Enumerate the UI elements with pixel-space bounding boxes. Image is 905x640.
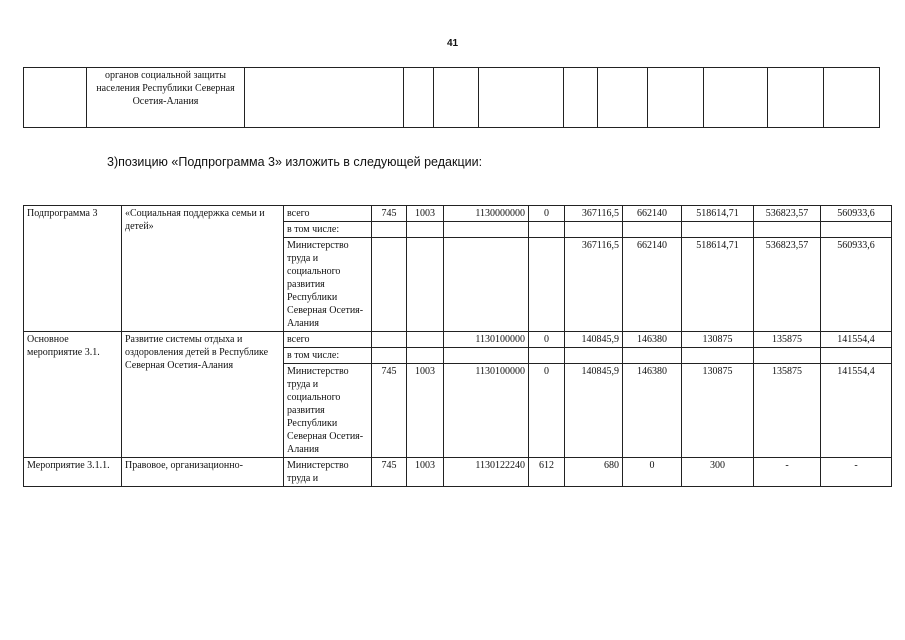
name-cell: Правовое, организационно- bbox=[122, 458, 284, 487]
v1-cell: 680 bbox=[565, 458, 623, 487]
v1-cell bbox=[565, 222, 623, 238]
status-cell: Основное мероприятие 3.1. bbox=[24, 332, 122, 458]
cell-empty bbox=[648, 68, 704, 128]
cell-empty bbox=[824, 68, 880, 128]
table-row bbox=[24, 458, 892, 487]
cell-empty bbox=[598, 68, 648, 128]
v1-cell bbox=[565, 348, 623, 364]
csr-cell bbox=[444, 222, 529, 238]
v5-cell: 560933,6 bbox=[821, 238, 892, 332]
instruction-text: 3)позицию «Подпрограмма 3» изложить в следующей редакции: bbox=[107, 155, 483, 169]
source-label-cell: всего bbox=[284, 206, 372, 222]
v3-cell: 130875 bbox=[682, 364, 754, 458]
grbs-cell: 745 bbox=[372, 458, 407, 487]
source-label-cell: в том числе: bbox=[284, 222, 372, 238]
v4-cell: 135875 bbox=[754, 364, 821, 458]
v2-cell: 662140 bbox=[623, 238, 682, 332]
csr-cell: 1130100000 bbox=[444, 332, 529, 348]
v4-cell: 536823,57 bbox=[754, 206, 821, 222]
v2-cell bbox=[623, 222, 682, 238]
vr-cell bbox=[529, 238, 565, 332]
subprogram-table bbox=[23, 205, 892, 487]
v2-cell: 662140 bbox=[623, 206, 682, 222]
v5-cell: 560933,6 bbox=[821, 206, 892, 222]
v3-cell: 518614,71 bbox=[682, 206, 754, 222]
v1-cell: 367116,5 bbox=[565, 238, 623, 332]
cell-empty bbox=[404, 68, 434, 128]
cell-empty bbox=[704, 68, 768, 128]
grbs-cell bbox=[372, 238, 407, 332]
v4-cell: - bbox=[754, 458, 821, 487]
rzpr-cell bbox=[407, 332, 444, 348]
v4-cell: 536823,57 bbox=[754, 238, 821, 332]
vr-cell bbox=[529, 222, 565, 238]
cell-empty bbox=[24, 68, 87, 128]
v4-cell: 135875 bbox=[754, 332, 821, 348]
v1-cell: 140845,9 bbox=[565, 332, 623, 348]
vr-cell: 0 bbox=[529, 206, 565, 222]
v3-cell: 300 bbox=[682, 458, 754, 487]
grbs-cell bbox=[372, 222, 407, 238]
v4-cell bbox=[754, 348, 821, 364]
v3-cell bbox=[682, 348, 754, 364]
cell-empty bbox=[564, 68, 598, 128]
v3-cell: 518614,71 bbox=[682, 238, 754, 332]
status-cell: Мероприятие 3.1.1. bbox=[24, 458, 122, 487]
status-cell: Подпрограмма 3 bbox=[24, 206, 122, 332]
csr-cell: 1130100000 bbox=[444, 364, 529, 458]
source-label-cell: Министерство труда и социального развития Республики Северная Осетия-Алания bbox=[284, 238, 372, 332]
top-table-fragment bbox=[23, 67, 880, 128]
v5-cell bbox=[821, 222, 892, 238]
rzpr-cell: 1003 bbox=[407, 364, 444, 458]
vr-cell: 612 bbox=[529, 458, 565, 487]
vr-cell bbox=[529, 348, 565, 364]
v1-cell: 367116,5 bbox=[565, 206, 623, 222]
table-row bbox=[24, 206, 892, 222]
csr-cell bbox=[444, 348, 529, 364]
csr-cell: 1130122240 bbox=[444, 458, 529, 487]
grbs-cell: 745 bbox=[372, 364, 407, 458]
v1-cell: 140845,9 bbox=[565, 364, 623, 458]
responsible-fragment: органов социальной защиты населения Республики Северная Осетия-Алания bbox=[87, 68, 245, 128]
grbs-cell: 745 bbox=[372, 206, 407, 222]
rzpr-cell bbox=[407, 238, 444, 332]
rzpr-cell bbox=[407, 222, 444, 238]
v2-cell: 0 bbox=[623, 458, 682, 487]
v5-cell: 141554,4 bbox=[821, 332, 892, 348]
vr-cell: 0 bbox=[529, 364, 565, 458]
grbs-cell bbox=[372, 348, 407, 364]
source-label-cell: всего bbox=[284, 332, 372, 348]
v2-cell: 146380 bbox=[623, 332, 682, 348]
source-label-cell: Министерство труда и социального развития Республики Северная Осетия-Алания bbox=[284, 364, 372, 458]
v5-cell bbox=[821, 348, 892, 364]
v3-cell: 130875 bbox=[682, 332, 754, 348]
rzpr-cell: 1003 bbox=[407, 458, 444, 487]
source-label-cell: в том числе: bbox=[284, 348, 372, 364]
name-cell: Развитие системы отдыха и оздоровления детей в Республике Северная Осетия-Алания bbox=[122, 332, 284, 458]
v2-cell: 146380 bbox=[623, 364, 682, 458]
page-number: 41 bbox=[446, 38, 459, 49]
rzpr-cell: 1003 bbox=[407, 206, 444, 222]
cell-empty bbox=[245, 68, 404, 128]
grbs-cell bbox=[372, 332, 407, 348]
cell-empty bbox=[434, 68, 479, 128]
name-cell: «Социальная поддержка семьи и детей» bbox=[122, 206, 284, 332]
vr-cell: 0 bbox=[529, 332, 565, 348]
csr-cell: 1130000000 bbox=[444, 206, 529, 222]
source-label-cell: Министерство труда и bbox=[284, 458, 372, 487]
csr-cell bbox=[444, 238, 529, 332]
v4-cell bbox=[754, 222, 821, 238]
cell-empty bbox=[479, 68, 564, 128]
v2-cell bbox=[623, 348, 682, 364]
v5-cell: - bbox=[821, 458, 892, 487]
table-row bbox=[24, 332, 892, 348]
v3-cell bbox=[682, 222, 754, 238]
v5-cell: 141554,4 bbox=[821, 364, 892, 458]
cell-empty bbox=[768, 68, 824, 128]
rzpr-cell bbox=[407, 348, 444, 364]
